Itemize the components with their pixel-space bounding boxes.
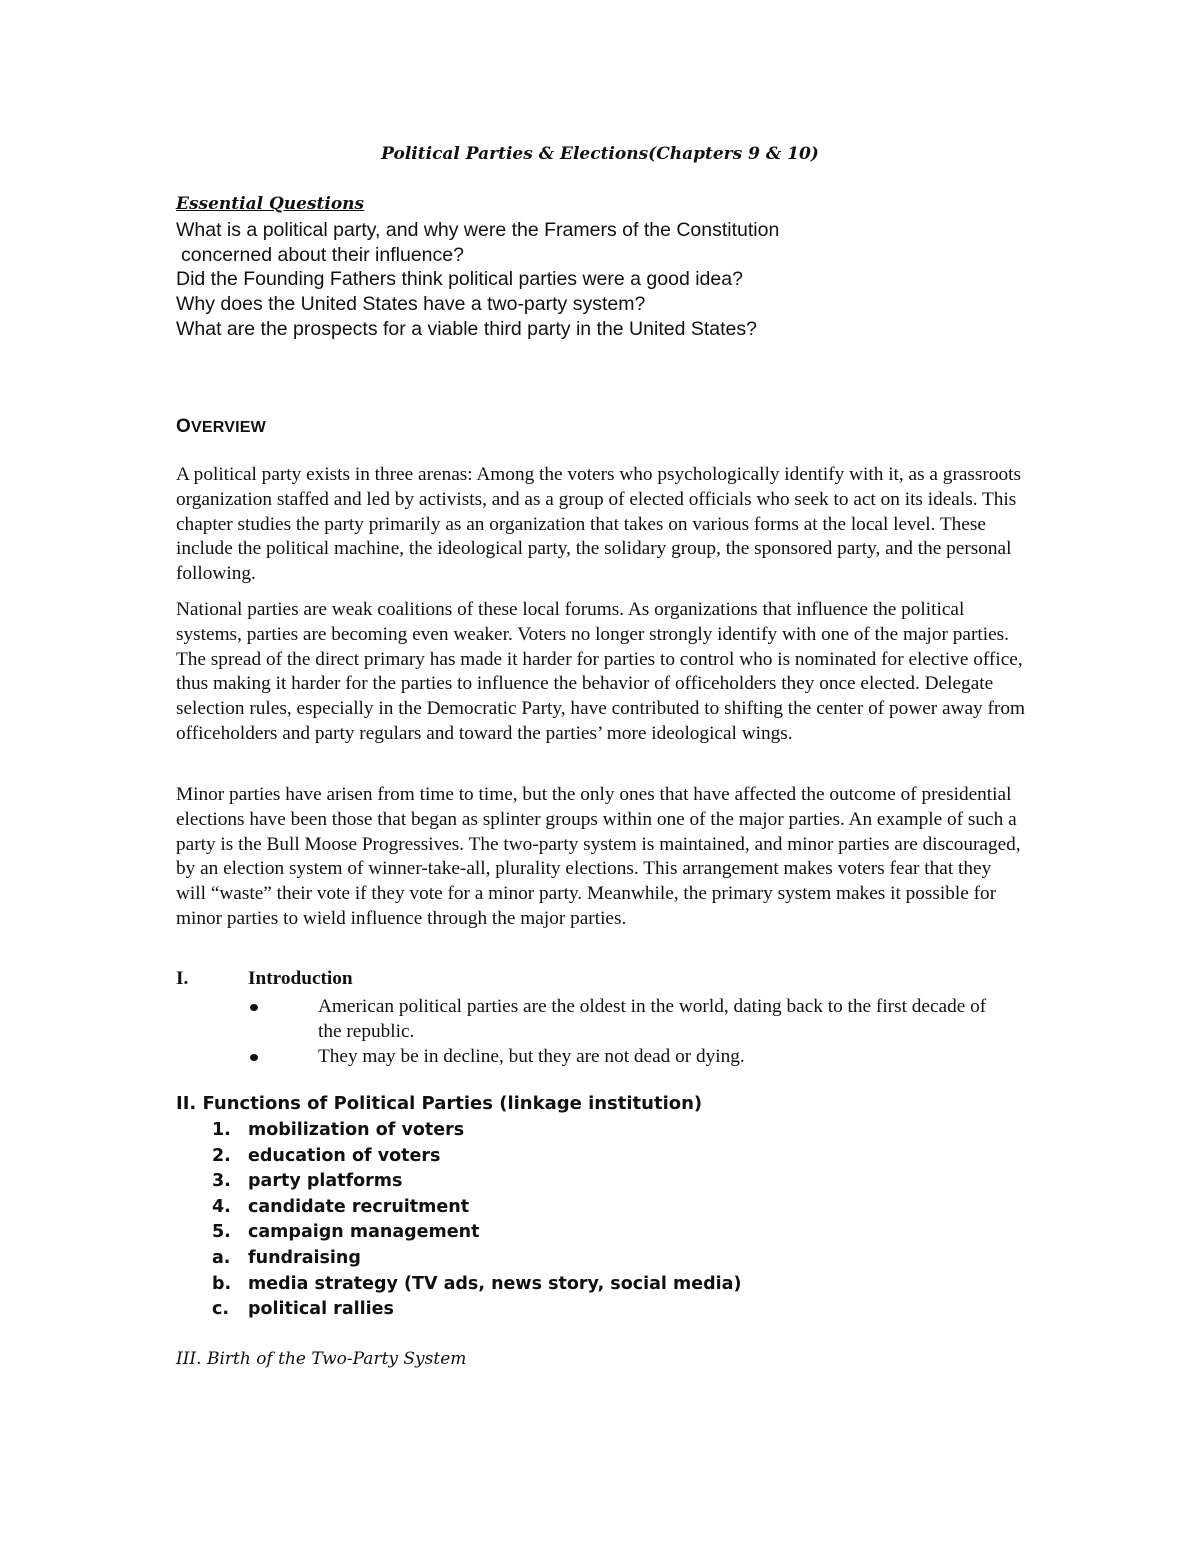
bullet-icon [250, 1004, 258, 1011]
list-item [212, 1169, 741, 1195]
list-marker: b. [212, 1273, 232, 1294]
list-item [212, 1144, 741, 1170]
section-number: I. [176, 968, 189, 989]
overview-paragraph: National parties are weak coalitions of these local forums. As organizations that influence the political systems, parties are becoming even weaker. Voters no longer strongly identify with one of the major parties. The spread of the direct primary has made it harder for parties to control who is nominated for elective office, thus making it harder for the parties to influence the behavior of officeholders they once elected. Delegate selection rules, especially in the Democratic Party, have contributed to shifting the center of power away from officeholders and party regulars and toward the parties’ more ideological wings. [176, 599, 1025, 744]
list-marker: 2. [212, 1145, 231, 1166]
list-item-text: education of voters [248, 1145, 441, 1166]
list-item [212, 1195, 741, 1221]
list-item-text: candidate recruitment [248, 1196, 470, 1217]
list-marker: a. [212, 1247, 231, 1268]
list-marker: 1. [212, 1120, 231, 1140]
list-item [212, 1246, 741, 1272]
question-line: concerned about their influence? [181, 243, 464, 266]
document-title: Political Parties & Elections(Chapters 9 & 10) [381, 144, 819, 164]
list-item [248, 1045, 1008, 1070]
list-item-text: fundraising [248, 1247, 361, 1268]
bullet-icon [250, 1054, 258, 1061]
list-marker: 5. [212, 1222, 231, 1243]
essential-questions-heading: Essential Questions [176, 194, 365, 214]
bullet-text: American political parties are the oldest in the world, dating back to the first decade of the republic. [318, 996, 987, 1042]
overview-heading [176, 416, 266, 438]
list-item-text: campaign management [248, 1222, 480, 1243]
essential-questions-list [176, 218, 779, 342]
question-line: What is a political party, and why were the Framers of the Constitution [176, 219, 780, 241]
overview-paragraph: Minor parties have arisen from time to time, but the only ones that have affected the outcome of presidential elections have been those that began as splinter groups within one of the major parties. An example of such a party is the Bull Moose Progressives. The two-party system is maintained, and minor parties are discouraged, by an election system of winner-take-all, plurality elections. This arrangement makes voters fear that they will “waste” their vote if they vote for a minor party. Meanwhile, the primary system makes it possible for minor parties to wield influence through the major parties. [176, 784, 1021, 929]
list-item-text: mobilization of voters [248, 1120, 465, 1140]
list-marker: 4. [212, 1196, 231, 1217]
list-marker: c. [212, 1299, 230, 1320]
overview-heading-initial: O [176, 416, 191, 437]
question-line: Why does the United States have a two-party system? [176, 293, 646, 316]
overview-paragraph: A political party exists in three arenas: Among the voters who psychologically identify with it, as a grassroots organization staffed and led by activists, and as a group of elected officials who seek to act on its ideals. This chapter studies the party primarily as an organization that takes on various forms at the local level. These include the political machine, the ideological party, the solidary group, the sponsored party, and the personal following. [176, 464, 1021, 585]
introduction-bullet-list [248, 995, 1008, 1069]
section-introduction-heading [176, 968, 353, 990]
list-item [212, 1118, 741, 1144]
list-item-text: political rallies [248, 1299, 394, 1320]
list-marker: 3. [212, 1171, 231, 1192]
section-birth-heading: III. Birth of the Two-Party System [176, 1349, 467, 1369]
list-item [212, 1297, 741, 1323]
list-item [212, 1272, 741, 1298]
bullet-text: They may be in decline, but they are not dead or dying. [318, 1045, 745, 1067]
question-line: What are the prospects for a viable third party in the United States? [176, 317, 757, 340]
question-line: Did the Founding Fathers think political parties were a good idea? [176, 268, 743, 291]
list-item [248, 995, 1008, 1045]
list-item-text: party platforms [248, 1171, 403, 1192]
section-functions-heading: II. Functions of Political Parties (linkage institution) [176, 1093, 703, 1114]
list-item [212, 1220, 741, 1246]
overview-heading-rest: VERVIEW [190, 419, 266, 436]
functions-list [212, 1118, 741, 1323]
section-title: Introduction [248, 968, 353, 989]
list-item-text: media strategy (TV ads, news story, social media) [248, 1273, 742, 1294]
